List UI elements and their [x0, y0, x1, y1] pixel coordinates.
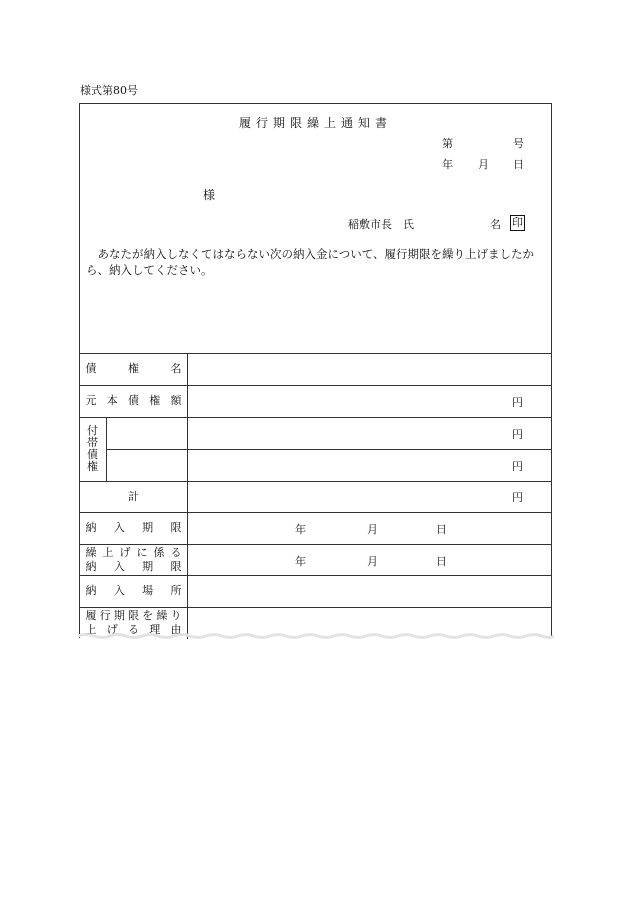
- label-reason-1: 履行期限を繰り: [85, 609, 182, 622]
- label-claim-name: 債 権 名: [85, 362, 182, 375]
- issuer-name-label: 名: [490, 218, 501, 231]
- date-month: 月: [478, 158, 489, 171]
- seal-mark: [510, 215, 525, 231]
- yen-incidental-1: 円: [512, 428, 523, 441]
- label-advanced-due-1: 繰上げに係る: [85, 545, 182, 559]
- label-incidental: 付帯債権: [87, 424, 98, 473]
- seal-text: 印: [512, 216, 523, 229]
- issuer-title: 稲敷市長 氏: [348, 218, 414, 231]
- due-year: 年: [295, 523, 306, 536]
- addressee-suffix: 様: [203, 188, 216, 202]
- advanced-month: 月: [367, 555, 378, 568]
- yen-incidental-2: 円: [512, 460, 523, 473]
- due-day: 日: [436, 523, 447, 536]
- advanced-year: 年: [295, 555, 306, 568]
- advanced-day: 日: [436, 555, 447, 568]
- yen-total: 円: [512, 491, 523, 504]
- label-advanced-due-2: 納入期限: [85, 559, 182, 573]
- document-title: 履行期限繰上通知書: [238, 116, 392, 130]
- due-month: 月: [367, 523, 378, 536]
- label-reason-2: 上げる理由: [85, 623, 182, 636]
- date-year: 年: [442, 158, 453, 171]
- label-due-date: 納入期限: [85, 521, 182, 534]
- yen-principal: 円: [512, 396, 523, 409]
- label-total: 計: [128, 489, 139, 503]
- torn-edge: [78, 632, 554, 642]
- notice-form: [79, 103, 552, 638]
- body-text: あなたが納入しなくてはならない次の納入金について、履行期限を繰り上げましたから、納入してください。: [86, 247, 535, 277]
- label-payment-place: 納入場所: [85, 584, 182, 597]
- doc-no-prefix: 第: [442, 137, 453, 150]
- label-principal: 元本債権額: [85, 394, 182, 407]
- doc-no-suffix: 号: [513, 137, 524, 150]
- date-day: 日: [513, 158, 524, 171]
- form-number: 様式第80号: [80, 84, 138, 97]
